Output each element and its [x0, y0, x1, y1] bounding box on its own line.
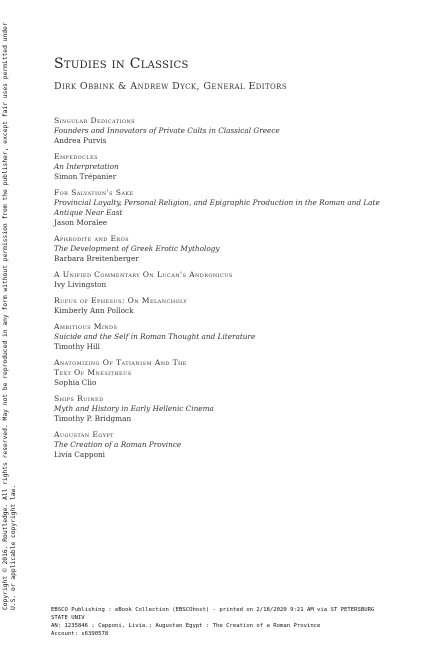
- book-entry: [54, 188, 394, 228]
- series-title: Studies in Classics: [54, 56, 189, 72]
- book-author: Barbara Breitenberger: [54, 254, 139, 263]
- book-title: Ships Ruined: [54, 394, 104, 403]
- book-author: Livia Capponi: [54, 450, 106, 459]
- book-entry: [54, 152, 394, 182]
- book-author: Kimberly Ann Pollock: [54, 306, 134, 315]
- book-entry: [54, 322, 394, 352]
- book-title-continued: Text Of Mnesitheus: [54, 368, 132, 377]
- book-title: A Unified Commentary On Lucan's Andronicus: [54, 270, 233, 279]
- footer-line: EBSCO Publishing : eBook Collection (EBSCOhost) - printed on 2/18/2020 9:21 AM via ST PETERSBURG: [51, 607, 375, 613]
- book-subtitle: The Development of Greek Erotic Mythology: [54, 244, 220, 253]
- book-entry: [54, 358, 394, 388]
- book-author: Timothy Hill: [54, 342, 100, 351]
- book-entry: [54, 430, 394, 460]
- book-title: Augustan Egypt: [54, 430, 114, 439]
- book-subtitle: An Interpretation: [54, 162, 119, 171]
- book-subtitle: The Creation of a Roman Province: [54, 440, 182, 449]
- book-list: [54, 116, 394, 466]
- series-editors: Dirk Obbink & Andrew Dyck, General Editors: [54, 81, 288, 92]
- book-entry: [54, 234, 394, 264]
- ebsco-footer: [51, 606, 421, 638]
- book-author: Jason Moralee: [54, 218, 108, 227]
- book-entry: [54, 116, 394, 146]
- book-subtitle: Founders and Innovators of Private Cults in Classical Greece: [54, 126, 280, 135]
- footer-line: STATE UNIV: [51, 615, 85, 621]
- book-title: Aphrodite and Eros: [54, 234, 129, 243]
- book-author: Sophia Clio: [54, 378, 97, 387]
- book-author: Andrea Purvis: [54, 136, 107, 145]
- book-subtitle: Provincial Loyalty, Personal Religion, and Epigraphic Production in the Roman and Late Antique Near East: [54, 198, 380, 217]
- book-entry: [54, 270, 394, 290]
- book-author: Simon Trépanier: [54, 172, 117, 181]
- book-subtitle: Myth and History in Early Hellenic Cinema: [54, 404, 214, 413]
- book-entry: [54, 296, 394, 316]
- book-entry: [54, 394, 394, 424]
- book-title: Rufus of Ephesus: On Melancholy: [54, 296, 188, 305]
- book-title: Singular Dedications: [54, 116, 135, 125]
- book-title: Empedocles: [54, 152, 99, 161]
- book-title: For Salvation's Sake: [54, 188, 134, 197]
- book-author: Timothy P. Bridgman: [54, 414, 132, 423]
- footer-line: AN: 1235846 ; Capponi, Livia.; Augustan Egypt : The Creation of a Roman Province: [51, 623, 321, 629]
- copyright-notice: Copyright © 2016. Routledge. All rights reserved. May not be reproduced in any form without permission from the publisher, except fair uses permitted under U.S. or applicable copyright law.: [2, 22, 17, 610]
- book-title: Ambitious Minds: [54, 322, 118, 331]
- book-title: Anatomizing Of Tatianism And The: [54, 358, 187, 367]
- book-author: Ivy Livingston: [54, 280, 107, 289]
- book-subtitle: Suicide and the Self in Roman Thought and Literature: [54, 332, 256, 341]
- footer-line: Account: s6390578: [51, 631, 109, 637]
